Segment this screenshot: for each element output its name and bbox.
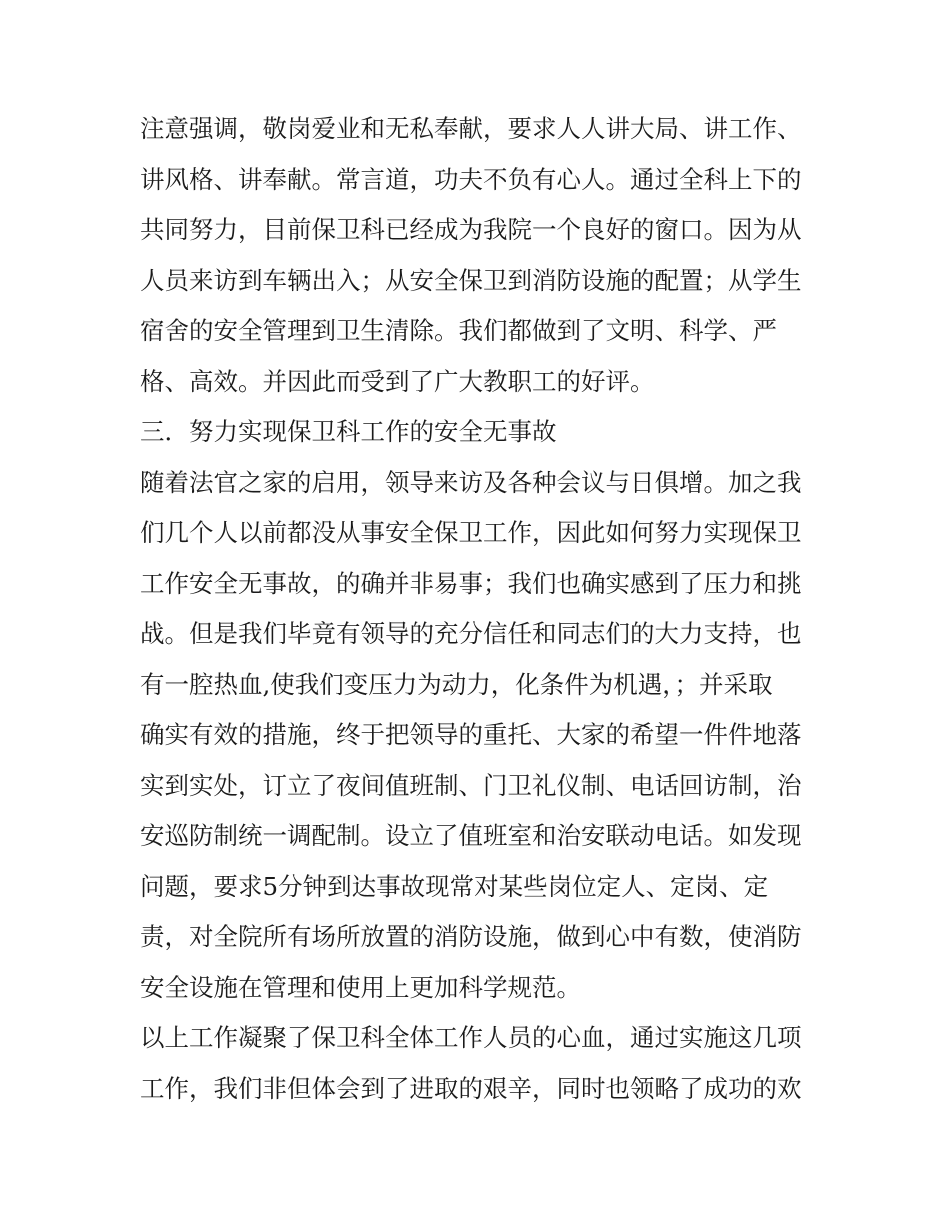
text-line: 以上工作凝聚了保卫科全体工作人员的心血，通过实施这几项 [140,1023,802,1052]
text-line: 讲风格、讲奉献。常言道，功夫不负有心人。通过全科上下的 [140,164,802,194]
text-line: 战。但是我们毕竟有领导的充分信任和同志们的大力支持，也 [140,619,802,648]
text-line: 安全设施在管理和使用上更加科学规范。 [140,972,581,1002]
text-line: 宿舍的安全管理到卫生清除。我们都做到了文明、科学、严 [140,316,777,345]
text-line: 工作，我们非但体会到了进取的艰辛，同时也领略了成功的欢 [140,1073,802,1103]
text-line: 有一腔热血,使我们变压力为动力，化条件为机遇，；并采取 [140,669,773,699]
text-line: 工作安全无事故，的确并非易事；我们也确实感到了压力和挑 [140,568,802,598]
text-line: 实到实处，订立了夜间值班制、门卫礼仪制、电话回访制，治 [140,770,802,800]
text-line: 随着法官之家的启用，领导来访及各种会议与日俱增。加之我 [140,467,802,497]
text-line: 共同努力，目前保卫科已经成为我院一个良好的窗口。因为从 [140,215,802,244]
text-line: 安巡防制统一调配制。设立了值班室和治安联动电话。如发现 [140,821,802,850]
text-line: 确实有效的措施，终于把领导的重托、大家的希望一件件地落 [140,720,802,749]
text-line: 格、高效。并因此而受到了广大教职工的好评。 [140,366,655,396]
text-line: 责，对全院所有场所放置的消防设施，做到心中有数，使消防 [140,922,802,951]
text-line: 注意强调，敬岗爱业和无私奉献，要求人人讲大局、讲工作、 [140,114,802,143]
document-body [140,104,820,1114]
section-heading: 三．努力实现保卫科工作的安全无事故 [140,417,557,446]
text-line: 问题，要求5分钟到达事故现常对某些岗位定人、定岗、定 [140,871,769,901]
text-line: 们几个人以前都没从事安全保卫工作，因此如何努力实现保卫 [140,518,802,547]
text-line: 人员来访到车辆出入；从安全保卫到消防设施的配置；从学生 [140,265,802,295]
